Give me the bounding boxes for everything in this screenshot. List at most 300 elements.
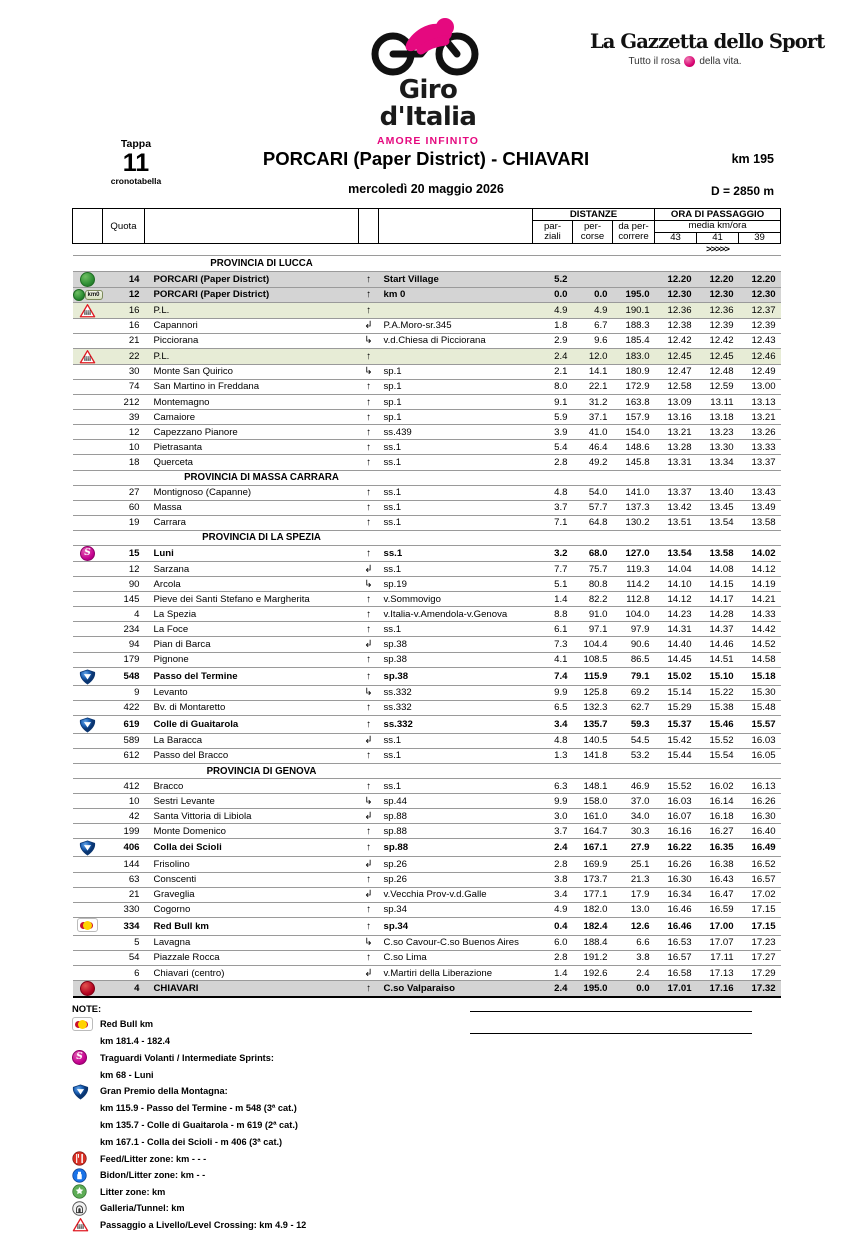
row-time-43: 14.23 [655, 607, 697, 622]
row-location: P.L. [145, 348, 359, 364]
row-time-39: 15.18 [739, 667, 781, 685]
stage-distance: km 195 [731, 152, 774, 166]
row-road: v.d.Chiesa di Picciorana [379, 333, 533, 348]
row-time-41: 15.22 [697, 685, 739, 700]
row-time-43: 16.16 [655, 824, 697, 839]
speed-arrows: >>>>> [706, 244, 729, 256]
row-location: Santa Vittoria di Libiola [145, 809, 359, 824]
row-parziali: 2.4 [533, 839, 573, 857]
row-road: ss.332 [379, 700, 533, 715]
row-road: sp.88 [379, 824, 533, 839]
row-location: CHIAVARI [145, 981, 359, 998]
row-icon-cell [73, 917, 103, 935]
row-time-41: 16.02 [697, 779, 739, 794]
row-da-percorrere: 90.6 [613, 637, 655, 652]
table-row [73, 318, 781, 333]
header-dapercorrere-l1: da per- [618, 220, 649, 232]
row-parziali: 8.8 [533, 607, 573, 622]
row-parziali: 2.8 [533, 857, 573, 872]
row-da-percorrere: 112.8 [613, 592, 655, 607]
row-time-41: 12.36 [697, 302, 739, 318]
table-row [73, 515, 781, 530]
row-icon-cell [73, 685, 103, 700]
row-quota: 63 [103, 872, 145, 887]
row-location: La Baracca [145, 733, 359, 748]
row-location: Colla dei Scioli [145, 839, 359, 857]
row-time-39: 13.21 [739, 410, 781, 425]
row-quota: 406 [103, 839, 145, 857]
note-detail: km 181.4 - 182.4 [100, 1036, 170, 1047]
note-icon [72, 1168, 100, 1183]
row-parziali: 7.4 [533, 667, 573, 685]
row-time-41: 12.45 [697, 348, 739, 364]
row-time-43: 12.30 [655, 287, 697, 302]
row-icon-cell [73, 794, 103, 809]
row-time-39: 16.30 [739, 809, 781, 824]
row-parziali: 3.0 [533, 809, 573, 824]
row-parziali: 9.9 [533, 685, 573, 700]
row-parziali: 1.8 [533, 318, 573, 333]
row-quota: 179 [103, 652, 145, 667]
gazzetta-tagline [590, 56, 780, 67]
row-location: La Spezia [145, 607, 359, 622]
row-time-43: 12.38 [655, 318, 697, 333]
row-icon-cell [73, 824, 103, 839]
row-percorse: 41.0 [573, 425, 613, 440]
row-time-39: 15.48 [739, 700, 781, 715]
row-location: PORCARI (Paper District) [145, 271, 359, 287]
row-quota: 39 [103, 410, 145, 425]
row-percorse: 192.6 [573, 966, 613, 981]
row-da-percorrere: 188.3 [613, 318, 655, 333]
row-quota: 18 [103, 455, 145, 470]
row-road: P.A.Moro-sr.345 [379, 318, 533, 333]
row-location: Capezzano Pianore [145, 425, 359, 440]
cronotabella-label: cronotabella [110, 176, 162, 187]
row-da-percorrere: 97.9 [613, 622, 655, 637]
row-time-41: 13.18 [697, 410, 739, 425]
row-time-39: 12.37 [739, 302, 781, 318]
row-time-41: 17.16 [697, 981, 739, 998]
row-time-39: 17.29 [739, 966, 781, 981]
row-parziali: 3.4 [533, 887, 573, 902]
row-time-39: 16.49 [739, 839, 781, 857]
row-direction-arrow-icon: ↑ [359, 379, 379, 394]
row-icon-cell [73, 935, 103, 950]
row-location: Bracco [145, 779, 359, 794]
row-percorse: 125.8 [573, 685, 613, 700]
row-direction-arrow-icon: ↑ [359, 779, 379, 794]
row-location: Pignone [145, 652, 359, 667]
row-percorse: 135.7 [573, 715, 613, 733]
table-row [73, 715, 781, 733]
row-location: Monte San Quirico [145, 364, 359, 379]
row-time-39: 13.33 [739, 440, 781, 455]
row-direction-arrow-icon: ↑ [359, 348, 379, 364]
row-road: v.Martiri della Liberazione [379, 966, 533, 981]
table-row [73, 379, 781, 394]
row-quota: 589 [103, 733, 145, 748]
row-road: C.so Lima [379, 950, 533, 965]
row-time-41: 13.11 [697, 395, 739, 410]
row-time-41: 13.40 [697, 485, 739, 500]
row-time-39: 14.52 [739, 637, 781, 652]
row-direction-arrow-icon: ↲ [359, 318, 379, 333]
table-row [73, 364, 781, 379]
table-row [73, 779, 781, 794]
row-time-41: 16.27 [697, 824, 739, 839]
row-quota: 145 [103, 592, 145, 607]
row-direction-arrow-icon: ↳ [359, 364, 379, 379]
row-location: Passo del Termine [145, 667, 359, 685]
table-row [73, 440, 781, 455]
header-da-percorrere [613, 221, 655, 244]
row-direction-arrow-icon: ↳ [359, 577, 379, 592]
row-time-39: 17.32 [739, 981, 781, 998]
table-row [73, 809, 781, 824]
note-label: Traguardi Volanti / Intermediate Sprints: [100, 1052, 274, 1063]
row-da-percorrere: 59.3 [613, 715, 655, 733]
note-label: Gran Premio della Montagna: [100, 1086, 228, 1097]
row-direction-arrow-icon: ↲ [359, 809, 379, 824]
header-percorse [573, 221, 613, 244]
row-icon-cell [73, 839, 103, 857]
row-direction-arrow-icon: ↑ [359, 592, 379, 607]
row-location: Sarzana [145, 561, 359, 576]
row-location: Piazzale Rocca [145, 950, 359, 965]
row-time-41: 17.11 [697, 950, 739, 965]
row-percorse: 115.9 [573, 667, 613, 685]
row-icon-cell [73, 287, 103, 302]
row-parziali: 2.4 [533, 981, 573, 998]
row-da-percorrere: 27.9 [613, 839, 655, 857]
row-location: Colle di Guaitarola [145, 715, 359, 733]
row-percorse: 57.7 [573, 500, 613, 515]
row-location: Red Bull km [145, 917, 359, 935]
row-time-43: 16.03 [655, 794, 697, 809]
gpm-icon [72, 1083, 89, 1100]
row-time-41: 13.45 [697, 500, 739, 515]
row-icon-cell [73, 545, 103, 561]
row-icon-cell [73, 887, 103, 902]
table-row [73, 607, 781, 622]
row-da-percorrere: 2.4 [613, 966, 655, 981]
header-location-col [145, 209, 359, 244]
row-time-43: 14.04 [655, 561, 697, 576]
row-road: sp.38 [379, 637, 533, 652]
row-icon-cell [73, 779, 103, 794]
row-icon-cell [73, 440, 103, 455]
row-direction-arrow-icon: ↑ [359, 455, 379, 470]
table-row [73, 685, 781, 700]
note-item [72, 1167, 780, 1184]
row-percorse: 158.0 [573, 794, 613, 809]
table-header [73, 209, 781, 244]
note-item [72, 1050, 780, 1067]
row-quota: 22 [103, 348, 145, 364]
row-parziali: 4.9 [533, 302, 573, 318]
row-icon-cell [73, 622, 103, 637]
header-speed-41: 41 [697, 232, 739, 244]
row-road: ss.1 [379, 515, 533, 530]
note-label: Litter zone: km [100, 1186, 166, 1197]
row-time-41: 12.59 [697, 379, 739, 394]
row-location: Monte Domenico [145, 824, 359, 839]
row-time-43: 14.10 [655, 577, 697, 592]
note-detail: km 167.1 - Colla dei Scioli - m 406 (3ª cat.) [100, 1137, 283, 1148]
row-road: ss.332 [379, 715, 533, 733]
row-time-39: 16.26 [739, 794, 781, 809]
note-detail: km 68 - Luni [100, 1069, 154, 1080]
row-parziali: 3.7 [533, 500, 573, 515]
row-percorse: 31.2 [573, 395, 613, 410]
row-road: sp.38 [379, 652, 533, 667]
note-label: Bidon/Litter zone: km - - [100, 1170, 206, 1181]
row-time-43: 16.46 [655, 902, 697, 917]
province-blank [379, 530, 781, 545]
row-percorse: 195.0 [573, 981, 613, 998]
row-time-39: 12.20 [739, 271, 781, 287]
row-time-43: 16.34 [655, 887, 697, 902]
row-quota: 619 [103, 715, 145, 733]
table-row [73, 348, 781, 364]
row-road [379, 302, 533, 318]
row-da-percorrere: 114.2 [613, 577, 655, 592]
row-location: Conscenti [145, 872, 359, 887]
row-quota: 14 [103, 271, 145, 287]
row-time-43: 14.31 [655, 622, 697, 637]
row-parziali: 5.1 [533, 577, 573, 592]
header-parziali [533, 221, 573, 244]
row-da-percorrere: 154.0 [613, 425, 655, 440]
row-road: ss.332 [379, 685, 533, 700]
row-direction-arrow-icon: ↲ [359, 966, 379, 981]
table-row [73, 561, 781, 576]
row-road: ss.1 [379, 440, 533, 455]
province-name: PROVINCIA DI LA SPEZIA [145, 530, 379, 545]
row-parziali: 5.2 [533, 271, 573, 287]
row-percorse: 191.2 [573, 950, 613, 965]
row-time-41: 17.13 [697, 966, 739, 981]
row-time-41: 14.28 [697, 607, 739, 622]
row-icon-cell [73, 395, 103, 410]
row-quota: 16 [103, 302, 145, 318]
row-time-43: 12.42 [655, 333, 697, 348]
note-icon [72, 1184, 100, 1199]
row-road: v.Vecchia Prov-v.d.Galle [379, 887, 533, 902]
row-parziali: 1.3 [533, 748, 573, 763]
row-time-43: 15.52 [655, 779, 697, 794]
province-icon-cell [73, 530, 103, 545]
row-direction-arrow-icon: ↲ [359, 561, 379, 576]
province-icon-cell [73, 256, 103, 271]
row-direction-arrow-icon: ↑ [359, 545, 379, 561]
row-location: Montemagno [145, 395, 359, 410]
signature-line-2 [470, 1033, 752, 1034]
row-location: P.L. [145, 302, 359, 318]
row-icon-cell [73, 809, 103, 824]
row-da-percorrere: 130.2 [613, 515, 655, 530]
row-da-percorrere: 30.3 [613, 824, 655, 839]
row-da-percorrere: 0.0 [613, 981, 655, 998]
row-icon-cell [73, 733, 103, 748]
table-row [73, 700, 781, 715]
row-parziali: 2.8 [533, 950, 573, 965]
row-road: sp.1 [379, 410, 533, 425]
row-time-43: 13.42 [655, 500, 697, 515]
row-icon-cell [73, 561, 103, 576]
row-road: v.Italia-v.Amendola-v.Genova [379, 607, 533, 622]
header-quota: Quota [103, 209, 145, 244]
row-percorse: 167.1 [573, 839, 613, 857]
row-time-43: 15.44 [655, 748, 697, 763]
row-quota: 12 [103, 287, 145, 302]
row-parziali: 2.9 [533, 333, 573, 348]
row-parziali: 6.0 [533, 935, 573, 950]
row-direction-arrow-icon: ↑ [359, 981, 379, 998]
stage-elevation-gain: D = 2850 m [710, 184, 774, 198]
gazzetta-dello-sport-logo [590, 30, 825, 67]
row-percorse: 104.4 [573, 637, 613, 652]
row-quota: 4 [103, 607, 145, 622]
row-time-43: 16.57 [655, 950, 697, 965]
table-row [73, 902, 781, 917]
row-road: ss.1 [379, 561, 533, 576]
row-road: sp.38 [379, 667, 533, 685]
row-time-41: 14.15 [697, 577, 739, 592]
row-direction-arrow-icon: ↲ [359, 637, 379, 652]
header-percorse-l2: corse [580, 231, 605, 243]
row-direction-arrow-icon: ↑ [359, 824, 379, 839]
row-road: sp.88 [379, 839, 533, 857]
row-direction-arrow-icon: ↳ [359, 794, 379, 809]
note-item [72, 1217, 780, 1233]
row-direction-arrow-icon: ↑ [359, 622, 379, 637]
row-time-39: 16.40 [739, 824, 781, 839]
row-quota: 6 [103, 966, 145, 981]
row-parziali: 3.9 [533, 425, 573, 440]
table-row [73, 748, 781, 763]
table-row [73, 271, 781, 287]
row-percorse: 0.0 [573, 287, 613, 302]
row-percorse: 12.0 [573, 348, 613, 364]
row-parziali: 0.4 [533, 917, 573, 935]
row-da-percorrere: 195.0 [613, 287, 655, 302]
row-quota: 15 [103, 545, 145, 561]
giro-ditalia-logo [348, 16, 508, 147]
gazzetta-wordmark: La Gazzetta dello Sport [590, 30, 825, 53]
row-percorse: 177.1 [573, 887, 613, 902]
row-time-39: 13.43 [739, 485, 781, 500]
row-quota: 334 [103, 917, 145, 935]
table-row [73, 839, 781, 857]
row-time-43: 16.22 [655, 839, 697, 857]
note-icon [72, 1050, 100, 1065]
row-road: sp.1 [379, 364, 533, 379]
row-direction-arrow-icon: ↑ [359, 652, 379, 667]
row-parziali: 7.3 [533, 637, 573, 652]
row-time-39: 14.02 [739, 545, 781, 561]
row-icon-cell [73, 637, 103, 652]
row-time-41: 14.17 [697, 592, 739, 607]
row-da-percorrere: 21.3 [613, 872, 655, 887]
row-time-41: 17.00 [697, 917, 739, 935]
row-time-39: 13.37 [739, 455, 781, 470]
row-time-41: 15.38 [697, 700, 739, 715]
row-icon-cell [73, 577, 103, 592]
row-icon-cell [73, 302, 103, 318]
header-ora-passaggio: ORA DI PASSAGGIO [655, 209, 781, 221]
row-da-percorrere: 3.8 [613, 950, 655, 965]
note-label: Red Bull km [100, 1019, 154, 1030]
header-speed-43: 43 [655, 232, 697, 244]
row-icon-cell [73, 715, 103, 733]
row-quota: 19 [103, 515, 145, 530]
sprint-icon: S [80, 546, 95, 561]
row-icon-cell [73, 515, 103, 530]
row-time-39: 17.23 [739, 935, 781, 950]
table-row [73, 981, 781, 998]
row-time-41: 16.14 [697, 794, 739, 809]
row-da-percorrere: 34.0 [613, 809, 655, 824]
row-time-43: 12.20 [655, 271, 697, 287]
row-road: km 0 [379, 287, 533, 302]
row-road: ss.1 [379, 779, 533, 794]
row-parziali: 2.8 [533, 455, 573, 470]
row-direction-arrow-icon: ↑ [359, 302, 379, 318]
row-icon-cell [73, 902, 103, 917]
row-icon-cell [73, 333, 103, 348]
province-row [73, 764, 781, 779]
row-direction-arrow-icon: ↑ [359, 500, 379, 515]
table-row [73, 410, 781, 425]
roadbook-table [72, 208, 781, 998]
row-road: C.so Cavour-C.so Buenos Aires [379, 935, 533, 950]
row-time-39: 14.42 [739, 622, 781, 637]
row-percorse: 140.5 [573, 733, 613, 748]
row-da-percorrere: 6.6 [613, 935, 655, 950]
pink-ball-icon [684, 56, 695, 67]
row-da-percorrere: 141.0 [613, 485, 655, 500]
redbull-icon [72, 1017, 93, 1031]
row-quota: 5 [103, 935, 145, 950]
notes-title: NOTE: [72, 1003, 102, 1015]
table-row [73, 287, 781, 302]
row-time-43: 15.37 [655, 715, 697, 733]
table-body [73, 244, 781, 997]
row-time-41: 16.47 [697, 887, 739, 902]
row-da-percorrere: 183.0 [613, 348, 655, 364]
province-icon-cell [73, 764, 103, 779]
row-icon-cell [73, 857, 103, 872]
row-road: sp.44 [379, 794, 533, 809]
row-icon-cell [73, 410, 103, 425]
row-da-percorrere: 53.2 [613, 748, 655, 763]
giro-wordmark: Giro d'Italia [379, 75, 477, 133]
row-direction-arrow-icon: ↑ [359, 271, 379, 287]
row-location: Pieve dei Santi Stefano e Margherita [145, 592, 359, 607]
finish-icon [80, 981, 95, 996]
row-da-percorrere: 163.8 [613, 395, 655, 410]
row-direction-arrow-icon: ↑ [359, 395, 379, 410]
row-da-percorrere: 157.9 [613, 410, 655, 425]
row-road: ss.1 [379, 622, 533, 637]
row-parziali: 3.8 [533, 872, 573, 887]
row-parziali: 3.2 [533, 545, 573, 561]
row-time-41: 13.58 [697, 545, 739, 561]
row-da-percorrere: 54.5 [613, 733, 655, 748]
note-label: Feed/Litter zone: km - - - [100, 1153, 207, 1164]
